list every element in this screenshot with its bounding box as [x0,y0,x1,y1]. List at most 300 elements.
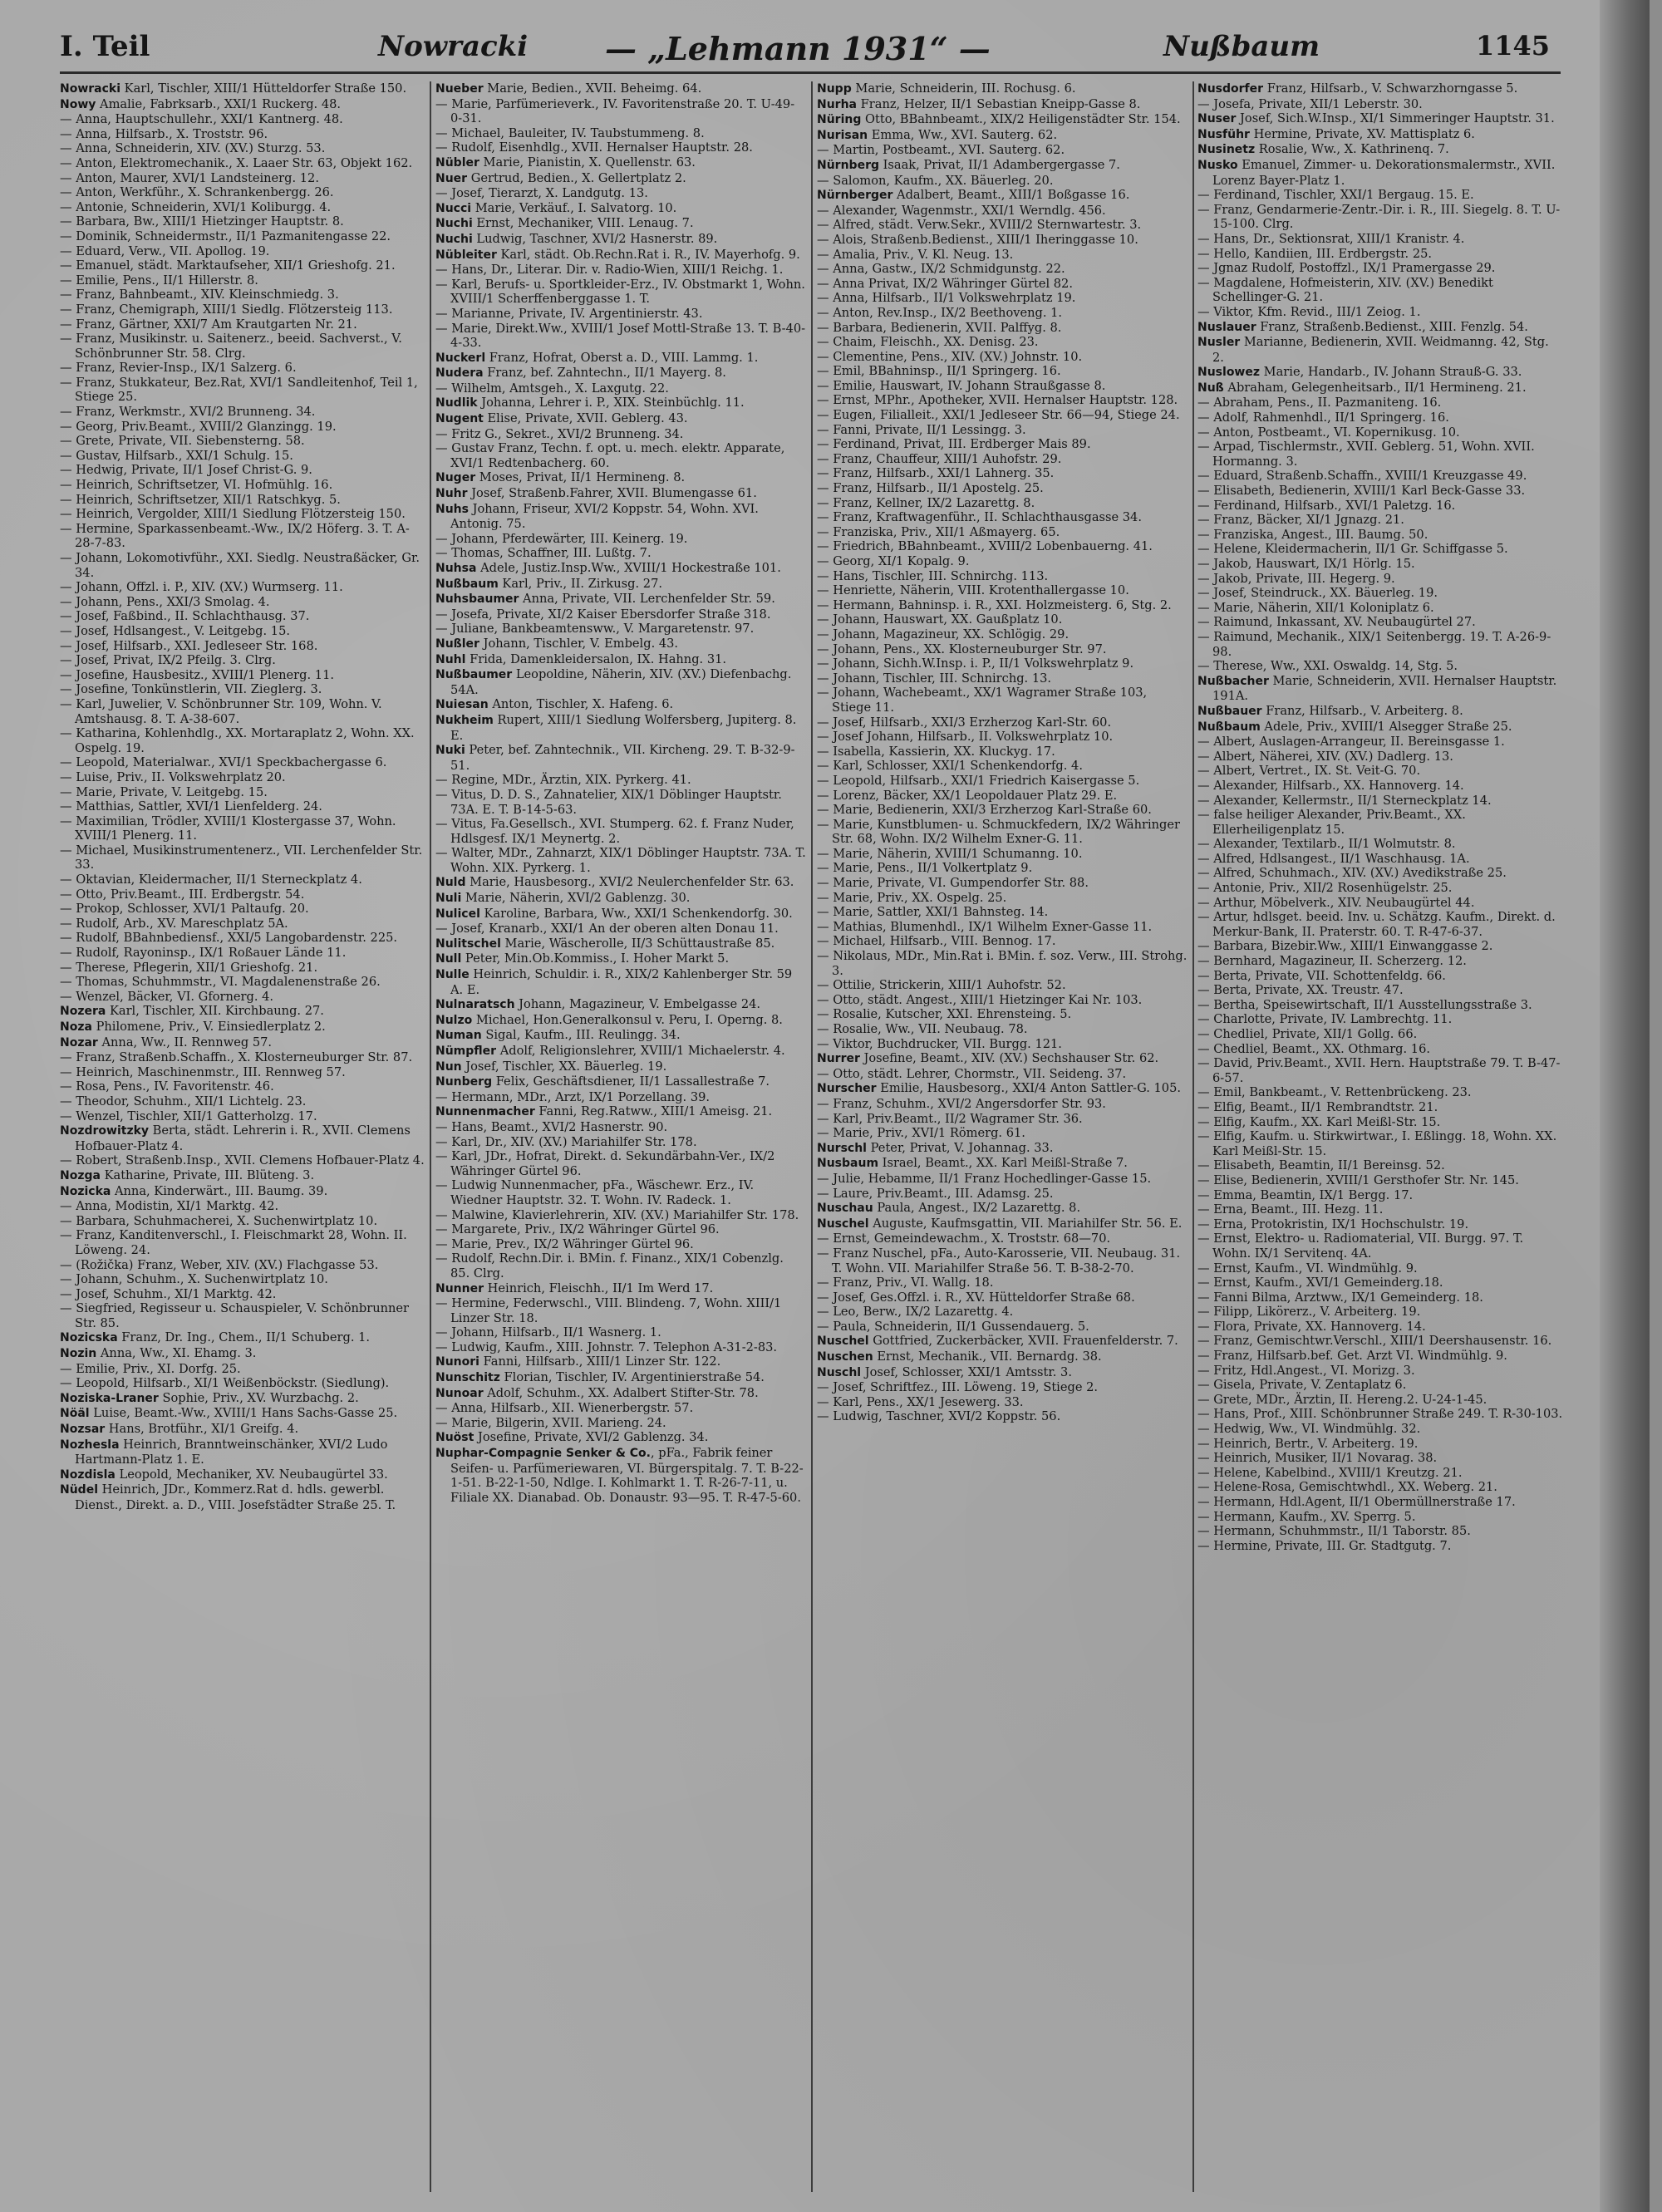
entry-text: Johann, Tischler, V. Embelg. 43. [479,636,679,651]
directory-entry [1197,320,1563,336]
directory-entry [435,1430,806,1446]
entry-text: — Hans, Tischler, III. Schnirchg. 113. [817,568,1049,583]
directory-entry [817,759,1187,774]
directory-entry [60,493,425,508]
directory-entry [817,539,1187,554]
entry-text: — Raimund, Inkassant, XV. Neubaugürtel 27. [1197,615,1476,630]
directory-entry [817,97,1187,113]
entry-surname: Nurscher [817,1082,877,1096]
directory-entry [435,232,806,248]
directory-column-2 [435,81,806,2200]
entry-text: — Heinrich, Schriftsetzer, VI. Hofmühlg. 16. [60,478,333,493]
directory-entry [817,128,1187,144]
directory-column-4 [1197,81,1563,2200]
directory-entry [1197,1100,1563,1115]
entry-text: — Filipp, Likörerz., V. Arbeiterg. 19. [1197,1305,1421,1320]
entry-text: — Josef, Hilfsarb., XXI/3 Erzherzog Karl-Str. 60. [817,715,1112,730]
directory-entry [60,361,425,376]
entry-text: Leopold, Mechaniker, XV. Neubaugürtel 33. [115,1467,388,1482]
entry-text: — Elise, Bedienerin, XVIII/1 Gersthofer Str. Nr. 145. [1197,1172,1519,1187]
entry-text: — Hans, Beamt., XVI/2 Hasnerstr. 90. [435,1119,668,1134]
directory-entry [1197,764,1563,779]
entry-text: — Karl, Dr., XIV. (XV.) Mariahilfer Str. 178. [435,1134,697,1149]
directory-entry [817,1156,1187,1172]
entry-text: Peter, bef. Zahntechnik., VII. Kircheng. 29. T. B-32-9-51. [450,743,795,773]
entry-text: — Franziska, Priv., XII/1 Aßmayerg. 65. [817,524,1060,539]
directory-entry [435,1222,806,1237]
directory-entry [435,1090,806,1105]
directory-entry [1197,1290,1563,1305]
entry-text: — Oktavian, Kleidermacher, II/1 Sterneckplatz 4. [60,873,362,887]
entry-surname: Nurisan [817,128,868,142]
entry-text: — Rudolf, Arb., XV. Mareschplatz 5A. [60,916,288,931]
entry-surname: Nuld [435,876,466,890]
directory-entry [435,1370,806,1386]
entry-text: — Mathias, Blumenhdl., IX/1 Wilhelm Exner-Gasse 11. [817,919,1153,934]
directory-entry [1197,837,1563,852]
entry-text: — Hermine, Federwschl., VIII. Blindeng. 7, Wohn. XIII/1 Linzer Str. 18. [435,1296,782,1325]
directory-entry [435,81,806,97]
directory-entry [1197,939,1563,954]
directory-entry [60,1020,425,1035]
entry-surname: Nuchi [435,232,473,246]
directory-entry [1197,1466,1563,1481]
directory-entry [435,577,806,592]
directory-entry [435,1044,806,1059]
directory-entry [60,478,425,493]
entry-text: Marie, Schneiderin, XVII. Hernalser Hauptstr. 191A. [1212,673,1557,704]
entry-text: — Berta, Private, XX. Treustr. 47. [1197,983,1404,998]
entry-surname: Nüdel [60,1483,98,1497]
directory-entry [1197,1349,1563,1364]
entry-text: Gertrud, Bedien., X. Gellertplatz 2. [467,170,686,185]
entry-surname: Numan [435,1029,482,1043]
entry-text: Philomene, Priv., V. Einsiedlerplatz 2. [91,1020,326,1034]
entry-surname: Nunoar [435,1386,484,1400]
entry-text: — Barbara, Bw., XIII/1 Hietzinger Hauptstr. 8. [60,214,344,229]
entry-text: — Emanuel, städt. Marktaufseher, XII/1 Grieshofg. 21. [60,258,396,273]
entry-text: — Johann, Tischler, III. Schnirchg. 13. [817,671,1052,686]
entry-text: — Ferdinand, Privat, III. Erdberger Mais 89. [817,437,1091,452]
entry-text: — Rosa, Pens., IV. Favoritenstr. 46. [60,1079,274,1094]
entry-text: — Johann, Offzl. i. P., XIV. (XV.) Wurmserg. 11. [60,580,343,595]
directory-entry [817,188,1187,204]
entry-surname: Nupp [817,82,852,96]
entry-text: — Franz, Kellner, IX/2 Lazarettg. 8. [817,495,1035,510]
entry-text: — Alexander, Wagenmstr., XXI/1 Werndlg. 456. [817,203,1106,218]
entry-surname: Nübler [435,155,479,170]
directory-entry [60,624,425,639]
entry-text: — Walter, MDr., Zahnarzt, XIX/1 Döblinger Hauptstr. 73A. T. Wohn. XIX. Pyrkerg. 1. [435,846,806,875]
directory-entry [435,1135,806,1150]
entry-text: — Antonie, Priv., XII/2 Rosenhügelstr. 25. [1197,881,1453,896]
entry-surname: Nulitschel [435,936,501,951]
entry-text: Elise, Private, XVII. Geblerg. 43. [483,411,688,426]
directory-entry [1197,1202,1563,1217]
directory-entry [60,127,425,142]
entry-text: — Marie, Näherin, XII/1 Koloniplatz 6. [1197,600,1434,615]
entry-text: — Leo, Berw., IX/2 Lazarettg. 4. [817,1305,1014,1320]
entry-text: — Rudolf, Eisenhdlg., XVII. Hernalser Hauptstr. 28. [435,140,753,155]
entry-text: — Marie, Priv., XX. Ospelg. 25. [817,890,1007,905]
entry-surname: Nusko [1197,158,1238,172]
directory-entry [1197,410,1563,425]
directory-entry [817,204,1187,219]
entry-surname: Nozsar [60,1423,106,1437]
entry-surname: Nozera [60,1005,106,1019]
entry-text: Ernst, Mechaniker, VIII. Lenaug. 7. [472,216,694,231]
entry-text: — Leopold, Hilfsarb., XXI/1 Friedrich Kaisergasse 5. [817,773,1140,788]
directory-entry [1197,305,1563,320]
entry-text: — Anna, Hilfsarb., XII. Wienerbergstr. 57. [435,1401,694,1416]
entry-text: — Friedrich, BBahnbeamt., XVIII/2 Lobenbauerng. 41. [817,539,1153,554]
directory-entry [817,1097,1187,1112]
directory-entry [817,774,1187,789]
header-right-keyword: Nußbaum [1163,30,1320,63]
entry-text: — Alexander, Hilfsarb., XX. Hannoverg. 14. [1197,778,1464,793]
entry-text: Israel, Beamt., XX. Karl Meißl-Straße 7. [878,1156,1128,1171]
entry-text: — Johann, Lokomotivführ., XXI. Siedlg. Neustraßäcker, Gr. 34. [60,551,420,580]
directory-entry [435,171,806,187]
entry-text: Adalbert, Beamt., XIII/1 Boßgasse 16. [892,188,1130,203]
entry-surname: Nucci [435,201,472,215]
directory-entry [817,143,1187,158]
entry-text: — Clementine, Pens., XIV. (XV.) Johnstr. 10. [817,349,1083,364]
entry-text: — Georg, XI/1 Kopalg. 9. [817,554,970,568]
entry-text: — Anna, Hilfsarb., X. Troststr. 96. [60,126,268,141]
entry-text: — Anna, Hauptschullehr., XXI/1 Kantnerg. 48. [60,112,343,127]
directory-entry [435,1386,806,1402]
directory-entry [1197,1012,1563,1027]
directory-entry [60,214,425,229]
directory-entry [1197,969,1563,984]
entry-text: — Anna, Modistin, XI/1 Marktg. 42. [60,1199,279,1214]
entry-text: — Albert, Näherei, XIV. (XV.) Dadlerg. 13. [1197,749,1453,764]
directory-entry [60,682,425,697]
entry-text: Katharine, Private, III. Blüteng. 3. [100,1167,315,1182]
entry-text: — Fritz G., Sekret., XVI/2 Brunneng. 34. [435,426,684,441]
entry-text: — Therese, Ww., XXI. Oswaldg. 14, Stg. 5. [1197,659,1458,674]
directory-entry [817,1126,1187,1141]
entry-text: — Marianne, Private, IV. Argentinierstr. 43. [435,306,703,321]
directory-entry [1197,247,1563,262]
entry-text: — Arthur, Möbelverk., XIV. Neubaugürtel 44. [1197,895,1475,910]
directory-entry [60,229,425,244]
entry-text: — Ludwig, Taschner, XVI/2 Koppstr. 56. [817,1409,1061,1424]
entry-surname: Nuser [1197,112,1237,126]
entry-text: — Barbara, Bizebir.Ww., XIII/1 Einwanggasse 2. [1197,939,1493,954]
directory-entry [60,1184,425,1200]
directory-entry [817,789,1187,804]
entry-surname: Nusbaum [817,1157,879,1171]
directory-entry [1197,1334,1563,1349]
entry-text: — Elisabeth, Beamtin, II/1 Bereinsg. 52. [1197,1158,1445,1173]
directory-entry [60,770,425,785]
entry-text: — Michael, Hilfsarb., VIII. Bennog. 17. [817,934,1056,949]
directory-entry [817,686,1187,715]
directory-entry [1197,1539,1563,1554]
entry-text: — Bernhard, Magazineur, II. Scherzerg. 12. [1197,954,1467,969]
directory-column-1 [60,81,425,2200]
entry-surname: Nunschitz [435,1371,500,1385]
entry-text: — Karl, Priv.Beamt., II/2 Wagramer Str. 36. [817,1111,1083,1126]
entry-text: — Hans, Prof., XIII. Schönbrunner Straße 249. T. R-30-103. [1197,1407,1563,1422]
directory-entry [1197,998,1563,1013]
entry-text: Frida, Damenkleidersalon, IX. Hahng. 31. [465,651,727,666]
entry-text: — Marie, Private, V. Leitgebg. 15. [60,784,268,799]
directory-entry [60,97,425,113]
entry-text: — Albert, Vertret., IX. St. Veit-G. 70. [1197,764,1421,779]
entry-surname: Nuschel [817,1335,869,1349]
directory-entry [1197,1320,1563,1335]
directory-entry [435,441,806,470]
entry-text: — Wenzel, Bäcker, VI. Gfornerg. 4. [60,989,274,1004]
entry-surname: Nußbacher [1197,674,1269,688]
entry-surname: Nußbaum [435,577,499,591]
directory-entry [60,507,425,522]
directory-entry [435,155,806,171]
header-rule [60,71,1561,74]
entry-text: — Paula, Schneiderin, II/1 Gussendauerg. 5. [817,1319,1089,1334]
entry-text: — Johann, Pens., XXI/3 Smolag. 4. [60,594,270,609]
entry-surname: Nunberg [435,1075,493,1089]
directory-entry [60,799,425,814]
entry-text: — Franz, Priv., VI. Wallg. 18. [817,1276,994,1290]
entry-text: Karl, Tischler, XII. Kirchbaung. 27. [106,1004,324,1019]
entry-text: — Johann, Sichh.W.Insp. i. P., II/1 Volkswehrplatz 9. [817,656,1134,671]
entry-text: — Marie, Sattler, XXI/1 Bahnsteg. 14. [817,905,1049,920]
entry-text: Johanna, Lehrer i. P., XIX. Steinbüchlg. 11. [477,396,745,410]
directory-entry [60,639,425,654]
directory-entry [1197,983,1563,998]
entry-text: — Ernst, Kaufm., XVI/1 Gemeinderg.18. [1197,1276,1443,1290]
directory-entry [1197,1437,1563,1452]
entry-surname: Nuhsa [435,562,477,575]
entry-surname: Nudlik [435,396,478,410]
entry-surname: Nozga [60,1168,101,1182]
entry-text: — Wenzel, Tischler, XII/1 Gatterholzg. 17. [60,1108,317,1123]
directory-entry [817,861,1187,876]
entry-text: — Anna, Hilfsarb., II/1 Volkswehrplatz 19. [817,291,1076,306]
entry-text: Adolf, Schuhm., XX. Adalbert Stifter-Str. 78. [483,1385,759,1400]
entry-surname: Nußbaum [1197,720,1261,734]
entry-text: — Gustav Franz, Techn. f. opt. u. mech. elektr. Apparate, XVI/1 Redtenbacherg. 60. [435,441,785,470]
entry-surname: Nuöst [435,1431,475,1445]
entry-text: Emilie, Hausbesorg., XXI/4 Anton Sattler-G. 105. [876,1081,1182,1096]
directory-entry [60,946,425,961]
directory-entry [1197,808,1563,837]
entry-text: Amalie, Fabrksarb., XXI/1 Ruckerg. 48. [96,96,342,111]
entry-text: — Karl, JDr., Hofrat, Direkt. d. Sekundärbahn-Ver., IX/2 Währinger Gürtel 96. [435,1149,775,1178]
directory-entry [60,1228,425,1257]
entry-text: — Michael, Musikinstrumentenerz., VII. Lerchenfelder Str. 33. [60,843,423,873]
directory-entry [435,201,806,217]
entry-text: — Ottilie, Strickerin, XIII/1 Auhofstr. 52. [817,978,1066,993]
entry-text: Moses, Privat, II/1 Hermineng. 8. [475,470,686,485]
entry-surname: Nüring [817,113,862,127]
entry-surname: Noziska-Lraner [60,1391,159,1405]
directory-entry [435,922,806,936]
entry-text: — Vitus, Fa.Gesellsch., XVI. Stumperg. 62. f. Franz Nuder, Hdlsgesf. IX/1 Meynertg. 2. [435,817,794,846]
entry-text: — Karl, Juwelier, V. Schönbrunner Str. 109, Wohn. V. Amtshausg. 8. T. A-38-607. [60,696,382,726]
entry-text: — Johann, Pens., XX. Klosterneuburger Str. 97. [817,641,1107,656]
entry-text: Franz, Straßenb.Bedienst., XIII. Fenzlg. 54. [1256,319,1528,334]
directory-entry [1197,1085,1563,1100]
entry-surname: Nuschel [817,1217,869,1231]
directory-entry [435,891,806,907]
entry-surname: Nowracki [60,82,121,96]
entry-text: Josefine, Beamt., XIV. (XV.) Sechshauser Str. 62. [859,1051,1159,1066]
entry-text: — Josef, Schuhm., XI/1 Marktg. 42. [60,1286,277,1301]
entry-text: — Hermine, Private, III. Gr. Stadtgutg. 7. [1197,1538,1452,1553]
entry-text: Leopoldine, Näherin, XIV. (XV.) Diefenbachg. 54A. [450,667,792,697]
entry-text: — Thomas, Schaffner, III. Lußtg. 7. [435,546,652,561]
directory-entry [1197,586,1563,601]
directory-entry [1197,1276,1563,1290]
directory-entry [817,1290,1187,1305]
directory-entry [435,967,806,997]
directory-entry [60,595,425,610]
directory-entry [435,1059,806,1075]
entry-text: — Ferdinand, Tischler, XXI/1 Bergaug. 15. E. [1197,188,1474,203]
entry-text: — Magdalene, Hofmeisterin, XIV. (XV.) Benedikt Schellinger-G. 21. [1197,275,1493,305]
directory-entry [817,1246,1187,1276]
directory-entry [435,875,806,891]
header-part-label: I. Teil [60,30,150,63]
entry-text: — Hedwig, Ww., VI. Windmühlg. 32. [1197,1422,1421,1437]
directory-entry [1197,1056,1563,1085]
entry-text: — Hans, Dr., Sektionsrat, XIII/1 Kranistr. 4. [1197,231,1465,246]
directory-entry [60,449,425,464]
directory-entry [435,561,806,577]
entry-text: — Ferdinand, Hilfsarb., XVI/1 Paletzg. 16. [1197,498,1456,513]
entry-surname: Nowy [60,97,96,111]
entry-text: — Grete, MDr., Ärztin, II. Hereng.2. U-24-1-45. [1197,1392,1487,1407]
entry-text: — Heinrich, Vergolder, XIII/1 Siedlung Flötzersteig 150. [60,507,406,522]
directory-entry [817,818,1187,847]
directory-entry [1197,659,1563,674]
entry-text: — Franz, Gärtner, XXI/7 Am Krautgarten Nr. 21. [60,317,357,332]
directory-entry [435,126,806,141]
directory-entry [817,81,1187,97]
directory-entry [1197,1305,1563,1320]
entry-text: Johann, Magazineur, V. Embelgasse 24. [514,997,761,1012]
column-divider [811,81,813,2192]
entry-text: — Laure, Priv.Beamt., III. Adamsg. 25. [817,1186,1054,1201]
directory-entry [817,1217,1187,1232]
entry-text: — Ernst, Kaufm., VI. Windmühlg. 9. [1197,1261,1418,1276]
directory-entry [435,216,806,232]
directory-entry [817,481,1187,496]
directory-entry [817,1037,1187,1052]
directory-entry [817,569,1187,584]
directory-entry [817,379,1187,394]
directory-entry [1197,232,1563,247]
entry-text: — Barbara, Bedienerin, XVII. Palffyg. 8. [817,320,1062,335]
directory-entry [817,423,1187,438]
entry-text: Marianne, Bedienerin, XVII. Weidmanng. 42, Stg. 2. [1212,335,1549,365]
directory-entry [435,502,806,532]
entry-text: — Rosalie, Kutscher, XXI. Ehrensteing. 5. [817,1007,1072,1022]
entry-text: Peter, Min.Ob.Kommiss., I. Hoher Markt 5. [461,951,730,966]
column-divider [1192,81,1194,2192]
directory-entry [1197,365,1563,381]
directory-entry [435,1325,806,1340]
directory-entry [60,376,425,405]
directory-entry [60,609,425,624]
entry-text: — Johann, Schuhm., X. Suchenwirtplatz 10. [60,1272,328,1287]
directory-entry [435,1340,806,1355]
entry-text: — Michael, Bauleiter, IV. Taubstummeng. 8. [435,125,705,140]
entry-text: — Robert, Straßenb.Insp., XVII. Clemens Hofbauer-Platz 4. [60,1153,425,1168]
entry-text: — Ernst, MPhr., Apotheker, XVII. Hernalser Hauptstr. 128. [817,393,1178,408]
directory-entry [817,291,1187,306]
directory-entry [60,1094,425,1109]
directory-entry [817,583,1187,598]
entry-text: — Franz, Chemigraph, XIII/1 Siedlg. Flötzersteig 113. [60,302,393,317]
entry-surname: Nurschl [817,1141,867,1155]
entry-text: — Jgnaz Rudolf, Postoffzl., IX/1 Pramergasse 29. [1197,261,1496,276]
entry-text: Isaak, Privat, II/1 Adambergergasse 7. [879,157,1120,172]
entry-text: — Anna Privat, IX/2 Währinger Gürtel 82. [817,276,1073,291]
directory-entry [817,627,1187,642]
entry-text: — Marie, Private, VI. Gumpendorfer Str. 88. [817,876,1089,891]
directory-entry [435,951,806,967]
directory-entry [435,307,806,322]
directory-entry [817,174,1187,189]
directory-entry [435,607,806,622]
directory-entry [435,743,806,773]
directory-entry [435,351,806,366]
directory-entry [60,244,425,259]
directory-entry [60,975,425,990]
entry-text: — Charlotte, Private, IV. Lambrechtg. 11. [1197,1012,1453,1027]
entry-text: — Johann, Pferdewärter, III. Keinerg. 19. [435,531,688,546]
directory-entry [1197,335,1563,365]
entry-text: — Juliane, Bankbeamtensww., V. Margaretenstr. 97. [435,622,755,637]
directory-entry [1197,1480,1563,1495]
entry-text: Marie, Handarb., IV. Johann Strauß-G. 33. [1260,365,1522,380]
directory-entry [60,1330,425,1346]
directory-entry [60,580,425,595]
entry-text: — Georg, Priv.Beamt., XVIII/2 Glanzingg. 19. [60,419,337,434]
entry-text: — Alfred, Schuhmach., XIV. (XV.) Avedikstraße 25. [1197,866,1507,881]
directory-entry [435,263,806,278]
directory-entry [1197,881,1563,896]
directory-entry [435,1074,806,1090]
directory-entry [1197,896,1563,911]
directory-entry [817,978,1187,993]
directory-entry [1197,381,1563,396]
directory-entry [1197,1188,1563,1203]
entry-surname: Nußbauer [1197,704,1262,718]
directory-entry [1197,704,1563,720]
directory-entry [60,258,425,273]
directory-entry [817,350,1187,365]
entry-surname: Nozdisla [60,1467,116,1482]
entry-text: Rosalie, Ww., X. Kathrinenq. 7. [1255,142,1449,157]
entry-text: — Artur, hdlsget. beeid. Inv. u. Schätzg. Kaufm., Direkt. d. Merkur-Bank, II. Praterstr. 60. T. R-47-6-37. [1197,910,1556,939]
entry-text: — Franz, Straßenb.Schaffn., X. Klosterneuburger Str. 87. [60,1050,413,1065]
directory-entry [60,1422,425,1438]
entry-surname: Nusführ [1197,127,1250,141]
directory-entry [60,273,425,288]
entry-surname: Nuhs [435,502,469,516]
directory-entry [435,713,806,743]
entry-text: — Jakob, Private, III. Hegerg. 9. [1197,571,1395,586]
directory-entry [60,873,425,887]
directory-column-3 [817,81,1187,2200]
